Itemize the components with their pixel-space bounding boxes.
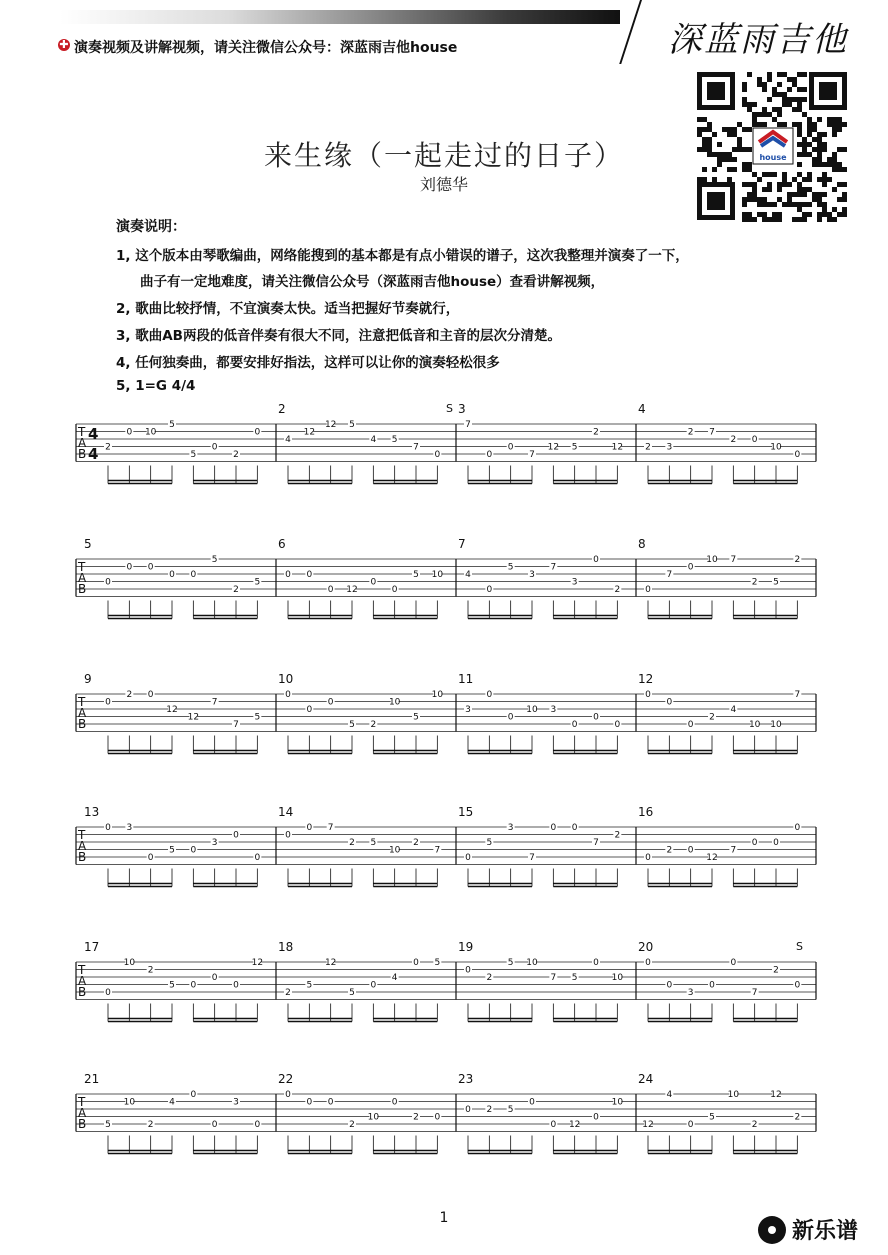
fret-number: 0 [593,958,599,968]
song-title: 来生缘（一起走过的日子） [263,139,624,172]
fret-number: 4 [465,570,471,580]
tab-clef-letter: T [78,425,86,439]
fret-number: 0 [465,853,471,863]
measure-number: 11 [458,672,474,686]
fret-number: 7 [529,450,535,460]
fret-number: 10 [770,720,782,730]
fret-number: 3 [233,1097,239,1108]
measure-number: 13 [84,805,100,819]
fret-number: 0 [285,570,291,580]
fret-number: 0 [254,853,261,863]
fret-number: 7 [751,988,758,998]
tab-clef-letter: A [78,571,87,585]
segno-sign: S [446,402,453,415]
fret-number: 0 [370,980,377,991]
fret-number: 0 [306,823,313,833]
fret-number: 0 [211,442,218,453]
fret-number: 0 [285,690,291,700]
fret-number: 3 [211,838,218,848]
fret-number: 0 [593,1112,599,1123]
fret-number: 10 [770,442,782,453]
fret-number: 0 [105,577,111,588]
measure-number: 2 [278,402,286,416]
fret-number: 0 [666,697,673,708]
footer-logo [758,1214,858,1245]
fret-number: 2 [593,427,599,438]
brand-logo: 深蓝雨吉他 [668,20,848,60]
fret-number: 5 [571,973,578,983]
fret-number: 7 [550,973,557,983]
fret-number: 10 [388,697,401,708]
note-item: 4, 任何独奏曲，都要安排好指法，这样可以让你的演奏轻松很多 [116,355,500,371]
fret-number: 0 [254,427,261,438]
fret-number: 3 [507,823,514,833]
fret-number: 5 [306,980,313,991]
fret-number: 2 [794,555,801,565]
fret-number: 0 [687,845,694,856]
music-disc-icon [758,1216,786,1244]
fret-number: 5 [434,958,441,968]
tab-system [72,670,816,780]
fret-number: 3 [687,988,694,998]
tab-clef-letter: T [78,695,86,709]
tab-clef-letter: B [78,850,87,864]
fret-number: 12 [303,427,316,438]
fret-number: 5 [169,845,175,856]
fret-number: 0 [687,720,694,730]
fret-number: 7 [593,838,599,848]
song-artist: 刘德华 [419,175,468,194]
tab-clef-letter: T [78,828,86,842]
fret-number: 0 [571,823,578,833]
measure-number: 10 [278,672,294,686]
fret-number: 12 [642,1120,654,1130]
measure-number: 3 [458,402,466,416]
fret-number: 0 [306,570,313,580]
note-item: 2, 歌曲比较抒情，不宜演奏太快。适当把握好节奏就行， [116,301,460,317]
fret-number: 2 [349,838,355,848]
measure-number: 7 [458,537,466,551]
page-number: 1 [439,1210,449,1226]
note-item: 3, 歌曲AB两段的低音伴奏有很大不同，注意把低音和主音的层次分清楚。 [116,328,561,344]
measure-number: 9 [84,672,92,686]
fret-number: 0 [645,690,651,700]
fret-number: 0 [550,1120,557,1130]
fret-number: 0 [147,853,154,863]
fret-number: 2 [645,442,651,453]
fret-number: 2 [773,965,779,976]
fret-number: 10 [123,958,136,968]
fret-number: 12 [324,958,337,968]
measure-number: 23 [458,1072,474,1086]
fret-number: 2 [349,1120,355,1130]
fret-number: 10 [431,690,444,700]
fret-number: 10 [388,845,401,856]
fret-number: 4 [169,1097,175,1108]
measure-number: 24 [638,1072,654,1086]
fret-number: 0 [507,712,514,723]
fret-number: 7 [327,823,334,833]
fret-number: 5 [349,420,355,430]
fret-number: 5 [413,712,419,723]
tab-system [72,803,816,913]
measure-number: 8 [638,537,646,551]
fret-number: 10 [706,555,718,565]
measure-number: 15 [458,805,474,819]
measure-number: 19 [458,940,474,954]
fret-number: 2 [285,988,291,998]
fret-number: 10 [431,570,444,580]
fret-number: 0 [147,690,154,700]
fret-number: 2 [233,585,239,595]
fret-number: 12 [611,442,624,453]
fret-number: 7 [529,853,535,863]
time-signature: 4 [88,425,99,443]
fret-number: 12 [324,420,337,430]
fret-number: 10 [526,705,538,715]
measure-number: 14 [278,805,294,819]
fret-number: 10 [367,1112,380,1123]
fret-number: 2 [147,1120,154,1130]
fret-number: 0 [486,585,493,595]
fret-number: 12 [706,853,718,863]
tab-clef-letter: B [78,582,87,596]
time-signature: 4 [88,445,99,463]
fret-number: 0 [486,690,493,700]
fret-number: 4 [666,1090,673,1100]
measure-number: 12 [638,672,654,686]
fret-number: 10 [144,427,157,438]
measure-number: 22 [278,1072,294,1086]
segno-sign: S [796,940,803,953]
fret-number: 7 [434,845,441,856]
fret-number: 0 [709,980,715,991]
fret-number: 5 [507,958,514,968]
tab-system [72,938,816,1048]
fret-number: 4 [730,705,737,715]
fret-number: 0 [413,958,419,968]
fret-number: 0 [507,442,514,453]
fret-number: 0 [306,1097,313,1108]
measure-number: 16 [638,805,654,819]
fret-number: 0 [593,555,599,565]
fret-number: 0 [327,1097,334,1108]
fret-number: 0 [751,838,758,848]
fret-number: 5 [190,450,197,460]
fret-number: 5 [105,1120,111,1130]
fret-number: 0 [169,570,175,580]
measure-number: 21 [84,1072,100,1086]
fret-number: 0 [233,830,239,841]
tab-staff [72,670,816,780]
fret-number: 0 [486,450,493,460]
tab-clef-letter: A [78,436,87,450]
fret-number: 0 [190,1090,197,1100]
fret-number: 0 [614,720,621,730]
tab-clef-letter: B [78,717,87,731]
fret-number: 0 [126,562,133,573]
fret-number: 12 [251,958,264,968]
tab-clef-letter: B [78,447,87,461]
note-item: 曲子有一定地难度，请关注微信公众号（深蓝雨吉他house）查看讲解视频， [140,274,605,290]
fret-number: 0 [211,1120,218,1130]
fret-number: 0 [306,705,313,715]
fret-number: 12 [770,1090,782,1100]
fret-number: 12 [187,712,200,723]
fret-number: 3 [550,705,557,715]
fret-number: 5 [773,577,779,588]
fret-number: 10 [123,1097,136,1108]
fret-number: 0 [550,823,557,833]
fret-number: 0 [105,988,111,998]
fret-number: 10 [748,720,761,730]
fret-number: 2 [486,973,493,983]
tab-clef-letter: A [78,1106,87,1120]
fret-number: 2 [687,427,694,438]
fret-number: 7 [413,442,419,453]
tab-system [72,535,816,645]
fret-number: 0 [327,585,334,595]
footer-logo-text: 新乐谱 [792,1219,859,1244]
fret-number: 2 [370,720,377,730]
fret-number: 3 [571,577,578,588]
fret-number: 2 [614,830,621,841]
fret-number: 5 [169,980,175,991]
fret-number: 2 [233,450,239,460]
fret-number: 3 [529,570,535,580]
fret-number: 0 [794,450,801,460]
fret-number: 5 [349,720,355,730]
header-bar [60,10,620,24]
tab-staff [72,803,816,913]
fret-number: 2 [614,585,621,595]
fret-number: 0 [529,1097,535,1108]
tab-system [72,400,816,510]
fret-number: 2 [413,1112,419,1123]
fret-number: 5 [413,570,419,580]
fret-number: 3 [666,442,673,453]
fret-number: 10 [727,1090,740,1100]
notice-icon: ✚ [59,38,69,51]
measure-number: 20 [638,940,654,954]
fret-number: 10 [611,973,624,983]
fret-number: 0 [285,1090,291,1100]
fret-number: 5 [571,442,578,453]
fret-number: 2 [730,435,737,445]
fret-number: 5 [349,988,355,998]
fret-number: 0 [794,980,801,991]
fret-number: 0 [434,450,441,460]
fret-number: 12 [166,705,178,715]
measure-number: 18 [278,940,294,954]
fret-number: 0 [794,823,801,833]
fret-number: 12 [547,442,560,453]
fret-number: 0 [465,1105,471,1115]
fret-number: 7 [550,562,557,573]
fret-number: 0 [190,980,197,991]
tab-clef-letter: B [78,1117,87,1131]
fret-number: 5 [391,435,398,445]
qr-caption: house [759,153,787,162]
tab-clef-letter: T [78,963,86,977]
fret-number: 2 [126,690,133,700]
tab-staff [72,1070,816,1180]
fret-number: 5 [709,1112,715,1123]
fret-number: 5 [507,562,514,573]
fret-number: 2 [147,965,154,976]
fret-number: 7 [666,570,673,580]
fret-number: 0 [645,958,651,968]
fret-number: 2 [794,1112,801,1123]
note-item: 5, 1=G 4/4 [116,378,196,394]
tab-clef-letter: A [78,839,87,853]
fret-number: 0 [233,980,239,991]
tab-staff [72,535,816,645]
fret-number: 0 [687,1120,694,1130]
fret-number: 4 [391,973,398,983]
fret-number: 0 [370,577,377,588]
fret-number: 7 [233,720,239,730]
fret-number: 7 [730,555,737,565]
fret-number: 2 [751,577,758,588]
fret-number: 10 [526,958,538,968]
fret-number: 2 [105,442,111,453]
fret-number: 0 [254,1120,261,1130]
tab-staff [72,938,816,1048]
fret-number: 5 [507,1105,514,1115]
fret-number: 5 [486,838,493,848]
fret-number: 5 [169,420,175,430]
notes-heading: 演奏说明： [116,219,186,235]
fret-number: 0 [645,585,651,595]
fret-number: 5 [254,712,261,723]
fret-number: 0 [105,697,111,708]
fret-number: 2 [413,838,419,848]
fret-number: 0 [645,853,651,863]
fret-number: 7 [794,690,801,700]
fret-number: 2 [486,1105,493,1115]
fret-number: 2 [666,845,673,856]
fret-number: 4 [370,435,377,445]
fret-number: 2 [709,712,715,723]
measure-number: 5 [84,537,92,551]
measure-number: 6 [278,537,286,551]
tab-clef-letter: B [78,985,87,999]
fret-number: 7 [211,697,218,708]
fret-number: 5 [254,577,261,588]
fret-number: 0 [285,830,291,841]
fret-number: 0 [327,697,334,708]
fret-number: 3 [465,705,471,715]
fret-number: 12 [568,1120,581,1130]
fret-number: 7 [709,427,715,438]
fret-number: 0 [147,562,154,573]
note-item: 1, 这个版本由琴歌编曲，网络能搜到的基本都是有点小错误的谱子，这次我整理并演奏了一下， [116,248,689,264]
wechat-notice: 演奏视频及讲解视频，请关注微信公众号：深蓝雨吉他house [74,40,458,56]
measure-number: 17 [84,940,100,954]
tab-clef-letter: T [78,560,86,574]
fret-number: 0 [126,427,133,438]
fret-number: 7 [730,845,737,856]
tab-system [72,1070,816,1180]
fret-number: 7 [465,420,471,430]
fret-number: 0 [730,958,737,968]
fret-number: 5 [370,838,377,848]
fret-number: 0 [434,1112,441,1123]
fret-number: 0 [391,585,398,595]
measure-number: 4 [638,402,646,416]
fret-number: 10 [611,1097,624,1108]
fret-number: 0 [211,973,218,983]
fret-number: 5 [211,555,218,565]
fret-number: 0 [666,980,673,991]
fret-number: 12 [346,585,358,595]
tab-clef-letter: A [78,974,87,988]
tab-staff [72,400,816,510]
fret-number: 3 [126,823,133,833]
fret-number: 0 [105,823,111,833]
fret-number: 0 [571,720,578,730]
fret-number: 2 [751,1120,758,1130]
fret-number: 4 [285,435,291,445]
fret-number: 0 [593,712,599,723]
fret-number: 0 [687,562,694,573]
tab-clef-letter: A [78,706,87,720]
tab-clef-letter: T [78,1095,86,1109]
fret-number: 0 [465,965,471,976]
fret-number: 0 [190,845,197,856]
fret-number: 0 [190,570,197,580]
fret-number: 0 [773,838,779,848]
fret-number: 0 [751,435,758,445]
fret-number: 0 [391,1097,398,1108]
